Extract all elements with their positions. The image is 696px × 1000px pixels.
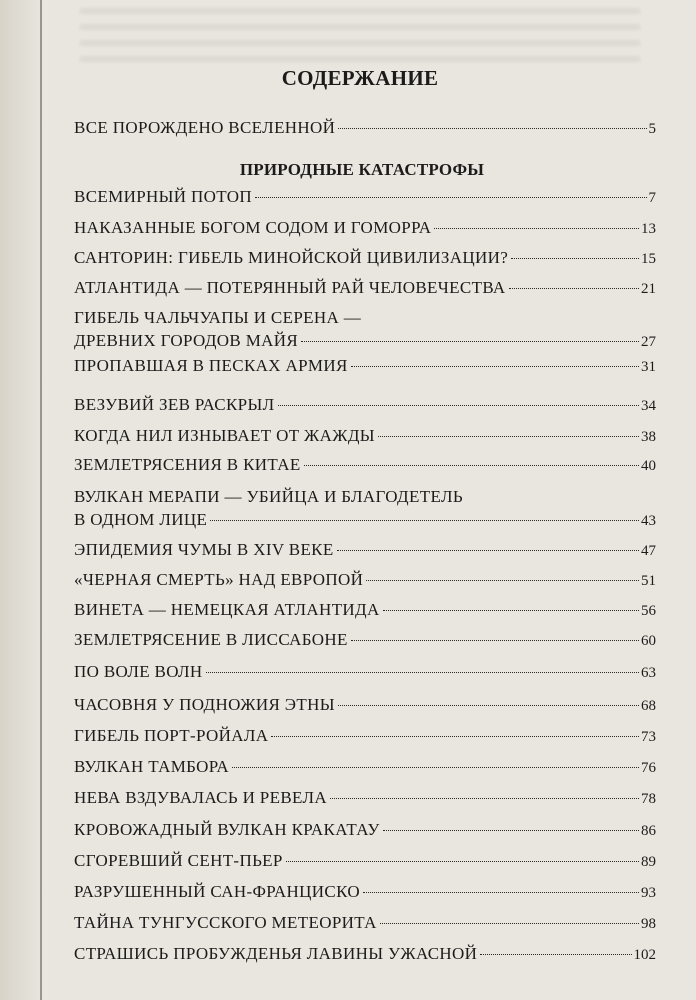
- toc-entry-page: 38: [641, 429, 656, 445]
- toc-entry: [74, 755, 656, 779]
- toc-entry: [74, 786, 656, 810]
- toc-entry-title: ПРОПАВШАЯ В ПЕСКАХ АРМИЯ: [74, 356, 348, 375]
- leader-dots: [338, 705, 639, 706]
- toc-entry-page: 73: [641, 729, 656, 745]
- toc-entry-page: 31: [641, 359, 656, 375]
- toc-entry: [74, 246, 656, 270]
- toc-entry-title: РАЗРУШЕННЫЙ САН-ФРАНЦИСКО: [74, 882, 360, 901]
- toc-entry: [74, 628, 656, 652]
- toc-entry-title: ЧАСОВНЯ У ПОДНОЖИЯ ЭТНЫ: [74, 695, 335, 714]
- toc-entry: [74, 724, 656, 748]
- toc-entry-page: 7: [648, 190, 656, 206]
- toc-entry-page: 40: [641, 458, 656, 474]
- leader-dots: [434, 228, 639, 229]
- leader-dots: [378, 436, 639, 437]
- leader-dots: [363, 892, 639, 893]
- toc-entry-title: ЗЕМЛЕТРЯСЕНИЯ В КИТАЕ: [74, 455, 301, 474]
- toc-entry-page: 68: [641, 698, 656, 714]
- toc-entry-title: НАКАЗАННЫЕ БОГОМ СОДОМ И ГОМОРРА: [74, 218, 432, 237]
- leader-dots: [366, 580, 639, 581]
- leader-dots: [351, 640, 639, 641]
- toc-entry: [74, 911, 656, 935]
- toc-entry-title: САНТОРИН: ГИБЕЛЬ МИНОЙСКОЙ ЦИВИЛИЗАЦИИ?: [74, 248, 509, 267]
- toc-entry-page: 51: [641, 573, 656, 589]
- toc-entry: [74, 216, 656, 240]
- leader-dots: [286, 861, 639, 862]
- toc-entry-page: 21: [641, 281, 656, 297]
- leader-dots: [480, 954, 631, 955]
- toc-entry: [74, 308, 656, 353]
- toc-entry: [74, 660, 656, 684]
- toc-entry-page: 13: [641, 221, 656, 237]
- toc-entry: [74, 276, 656, 300]
- leader-dots: [271, 736, 639, 737]
- toc-entry-title: ГИБЕЛЬ ПОРТ-РОЙАЛА: [74, 726, 269, 745]
- toc-entry-page: 78: [641, 791, 656, 807]
- toc-entry-title: СТРАШИСЬ ПРОБУЖДЕНЬЯ ЛАВИНЫ УЖАСНОЙ: [74, 944, 478, 963]
- leader-dots: [330, 798, 639, 799]
- toc-entry-page: 34: [641, 398, 656, 414]
- toc-entry-page: 93: [641, 885, 656, 901]
- page-title: СОДЕРЖАНИЕ: [281, 66, 439, 90]
- toc-entry-title-line1: ВУЛКАН МЕРАПИ — УБИЙЦА И БЛАГОДЕТЕЛЬ: [74, 487, 463, 506]
- leader-dots: [232, 767, 639, 768]
- toc-entry-page: 86: [641, 823, 656, 839]
- toc-entry-page: 47: [641, 543, 656, 559]
- leader-dots: [380, 923, 639, 924]
- toc-entry-title: «ЧЕРНАЯ СМЕРТЬ» НАД ЕВРОПОЙ: [74, 570, 364, 589]
- toc-entry-page: 102: [633, 947, 656, 963]
- leader-dots: [210, 520, 639, 521]
- toc-entry: [74, 424, 656, 448]
- toc-entry-title: АТЛАНТИДА — ПОТЕРЯННЫЙ РАЙ ЧЕЛОВЕЧЕСТВА: [74, 278, 506, 297]
- toc-entry-title: ТАЙНА ТУНГУССКОГО МЕТЕОРИТА: [74, 913, 377, 932]
- toc-entry: [74, 568, 656, 592]
- leader-dots: [383, 610, 639, 611]
- leader-dots: [301, 341, 639, 342]
- toc-entry-title: ВСЕ ПОРОЖДЕНО ВСЕЛЕННОЙ: [74, 118, 336, 137]
- toc-entry-title: ЭПИДЕМИЯ ЧУМЫ В XIV ВЕКЕ: [74, 540, 334, 559]
- toc-entry: [74, 354, 656, 378]
- leader-dots: [351, 366, 639, 367]
- toc-entry-page: 56: [641, 603, 656, 619]
- toc-entry-title: СГОРЕВШИЙ СЕНТ-ПЬЕР: [74, 851, 283, 870]
- leader-dots: [304, 465, 639, 466]
- leader-dots: [337, 550, 639, 551]
- toc-entry-page: 5: [648, 121, 656, 137]
- leader-dots: [255, 197, 646, 198]
- toc-entry: [74, 487, 656, 532]
- toc-entry-title: ВИНЕТА — НЕМЕЦКАЯ АТЛАНТИДА: [74, 600, 380, 619]
- toc-entry-page: 63: [641, 665, 656, 681]
- toc-entry: [74, 393, 656, 417]
- leader-dots: [511, 258, 639, 259]
- toc-entry-title: ВСЕМИРНЫЙ ПОТОП: [74, 187, 253, 206]
- toc-entry-title: ВУЛКАН ТАМБОРА: [74, 757, 230, 776]
- toc-entry-page: 43: [641, 513, 656, 529]
- toc-entry-title: ДРЕВНИХ ГОРОДОВ МАЙЯ: [74, 331, 299, 350]
- toc-entry-page: 60: [641, 633, 656, 649]
- toc-entry-title-line1: ГИБЕЛЬ ЧАЛЬЧУАПЫ И СЕРЕНА —: [74, 308, 362, 327]
- toc-entry-page: 76: [641, 760, 656, 776]
- toc-entry-page: 27: [641, 334, 656, 350]
- toc-entry-title: В ОДНОМ ЛИЦЕ: [74, 510, 208, 529]
- leader-dots: [509, 288, 639, 289]
- toc-entry-title: ЗЕМЛЕТРЯСЕНИЕ В ЛИССАБОНЕ: [74, 630, 348, 649]
- toc-entry: [74, 538, 656, 562]
- toc-entry: [74, 185, 656, 209]
- toc-entry-title: НЕВА ВЗДУВАЛАСЬ И РЕВЕЛА: [74, 788, 328, 807]
- toc-entry-page: 15: [641, 251, 656, 267]
- toc-entry: [74, 693, 656, 717]
- leader-dots: [383, 830, 639, 831]
- toc-entry-title: ПО ВОЛЕ ВОЛН: [74, 662, 203, 681]
- toc-entry-title: КРОВОЖАДНЫЙ ВУЛКАН КРАКАТАУ: [74, 820, 380, 839]
- toc-entry-title: КОГДА НИЛ ИЗНЫВАЕТ ОТ ЖАЖДЫ: [74, 426, 375, 445]
- toc-entry: [74, 849, 656, 873]
- section-title: ПРИРОДНЫЕ КАТАСТРОФЫ: [239, 160, 485, 179]
- toc-entry: [74, 942, 656, 966]
- leader-dots: [278, 405, 639, 406]
- toc-entry-page: 98: [641, 916, 656, 932]
- toc-entry: [74, 818, 656, 842]
- toc-entry-title: ВЕЗУВИЙ ЗЕВ РАСКРЫЛ: [74, 395, 275, 414]
- toc-entry-page: 89: [641, 854, 656, 870]
- toc-entry: [74, 453, 656, 477]
- leader-dots: [206, 672, 639, 673]
- toc-entry: [74, 598, 656, 622]
- toc-entry: [74, 880, 656, 904]
